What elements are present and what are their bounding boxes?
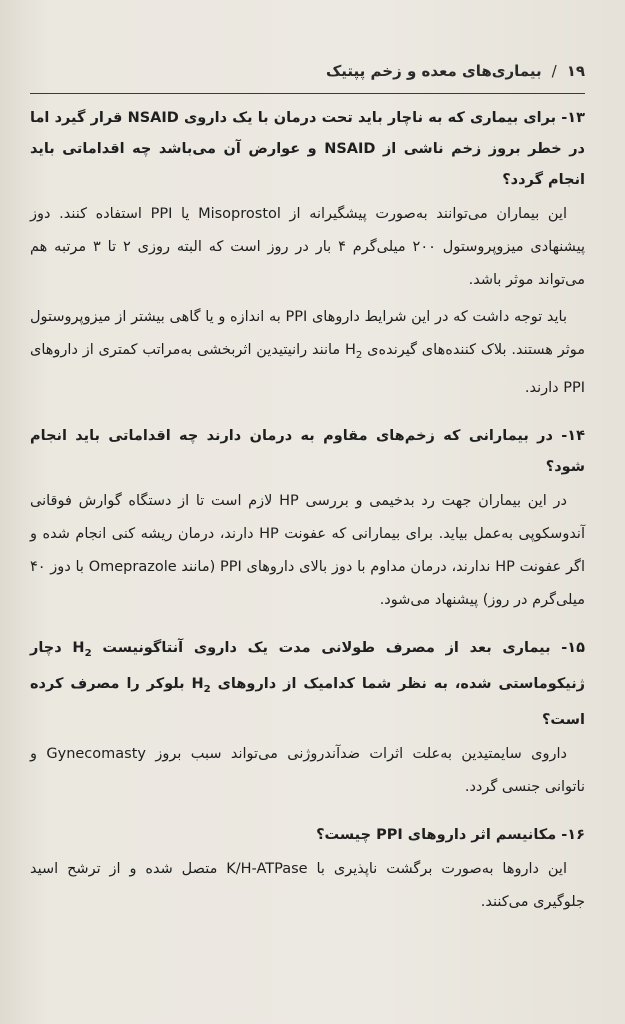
question-13: ۱۳- برای بیماری که به ناچار باید تحت درمان با یک داروی NSAID قرار گیرد اما در خطر بروز زخم ناشی از NSAID و عوارض آن می‌باشد چه اقداماتی باید انجام گردد؟ xyxy=(30,110,585,188)
question-15-text-b: دچار ژنیکوماستی شده، به نظر شما کدامیک از داروهای H xyxy=(30,639,586,692)
section-gap xyxy=(30,409,585,421)
page-number: ۱۹ xyxy=(566,62,585,80)
chapter-title: بیماری‌های معده و زخم پپتیک xyxy=(325,62,542,80)
question-15 xyxy=(30,633,585,736)
page-content xyxy=(30,103,585,923)
h2-subscript: 2 xyxy=(84,647,92,659)
question-16: ۱۶- مکانیسم اثر داروهای PPI چیست؟ xyxy=(316,826,585,843)
answer-13-text-b: مانند رانیتیدین اثربخشی به‌مراتب کمتری از داروهای PPI دارند. xyxy=(30,342,585,396)
header-rule xyxy=(30,93,585,94)
answer-14: در این بیماران جهت رد بدخیمی و بررسی HP لازم است تا از دستگاه گوارش فوقانی آندوسکوپی به‌عمل بیاید. برای بیمارانی که عفونت HP دارند، درمان ریشه کنی انجام شده و اگر عفونت HP ندارند، درمان مداوم با دوز بالای داروهای PPI (مانند Omeprazole با دوز ۴۰ میلی‌گرم در روز) پیشنهاد می‌شود. xyxy=(30,492,585,608)
header-separator: / xyxy=(551,62,557,80)
page-header xyxy=(30,56,585,86)
answer-16: این داروها به‌صورت برگشت ناپذیری با K/H-ATPase متصل شده و از ترشح اسید جلوگیری می‌کنند. xyxy=(30,860,585,910)
h2-subscript: 2 xyxy=(203,683,211,695)
answer-13-text-a: باید توجه داشت که در این شرایط داروهای PPI به اندازه و یا گاهی بیشتر از میزوپروستول موثر هستند. بلاک کننده‌های گیرنده‌ی H xyxy=(30,309,585,358)
question-14: ۱۴- در بیمارانی که زخم‌های مقاوم به درمان دارند چه اقداماتی باید انجام شود؟ xyxy=(30,427,585,475)
answer-13-paragraph-1: این بیماران می‌توانند به‌صورت پیشگیرانه از Misoprostol یا PPI استفاده کنند. دوز پیشنهادی میزوپروستول ۲۰۰ میلی‌گرم ۴ بار در روز است که البته روزی ۲ تا ۳ مرتبه هم می‌تواند موثر باشد. xyxy=(30,206,586,288)
section-gap xyxy=(30,808,585,820)
answer-13-paragraph-2 xyxy=(30,301,585,405)
question-15-text-c: بلوکر را مصرف کرده است؟ xyxy=(30,675,585,728)
question-15-text-a: ۱۵- بیماری بعد از مصرف طولانی مدت یک داروی آنتاگونیست H xyxy=(72,639,585,656)
h2-subscript: 2 xyxy=(355,349,363,361)
section-gap xyxy=(30,621,585,633)
answer-15: داروی سایمتیدین به‌علت اثرات ضدآندروژنی می‌تواند سبب بروز Gynecomasty و ناتوانی جنسی گردد. xyxy=(30,745,585,795)
